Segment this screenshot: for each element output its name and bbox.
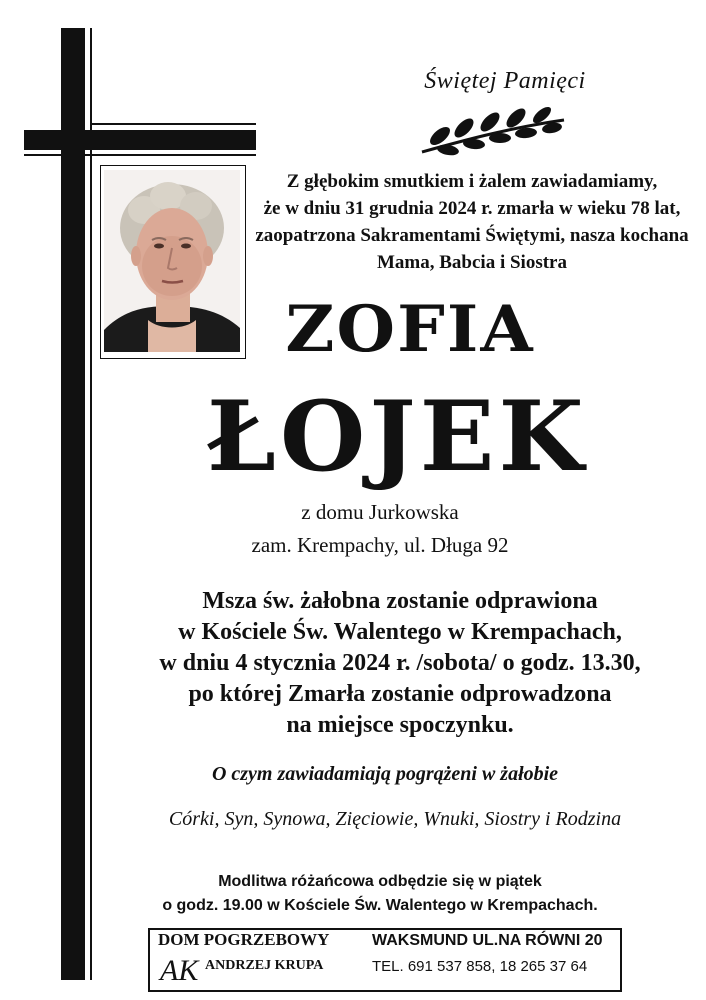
olive-branch-icon — [418, 106, 566, 156]
mass-line: po której Zmarła zostanie odprowadzona — [188, 681, 612, 707]
cross-vertical-beam — [61, 28, 85, 980]
cross-horizontal-beam — [24, 130, 256, 150]
intro-line: zaopatrzona Sakramentami Świętymi, nasza kochana — [255, 225, 689, 246]
cross-horizontal-line — [24, 154, 256, 156]
deceased-last-name: ŁOJEK — [206, 380, 588, 493]
memorial-header: Świętej Pamięci — [424, 68, 586, 94]
mourners-family: Córki, Syn, Synowa, Zięciowie, Wnuki, Siostry i Rodzina — [168, 808, 622, 830]
maiden-name: z domu Jurkowska — [301, 500, 459, 524]
intro-line: Mama, Babcia i Siostra — [377, 252, 567, 273]
funeral-home-logo-icon — [158, 950, 204, 986]
mass-line: Msza św. żałobna zostanie odprawiona — [202, 588, 598, 614]
rosary-info — [150, 870, 610, 918]
rosary-line: Modlitwa różańcowa odbędzie się w piątek — [218, 873, 542, 890]
rosary-line: o godz. 19.00 w Kościele Św. Walentego w Krempachach. — [162, 897, 598, 914]
intro-line: że w dniu 31 grudnia 2024 r. zmarła w wieku 78 lat, — [263, 198, 681, 219]
funeral-mass-info — [105, 586, 695, 741]
funeral-home-owner: ANDRZEJ KRUPA — [205, 958, 324, 973]
cross-vertical-line — [90, 28, 92, 980]
intro-line: Z głębokim smutkiem i żalem zawiadamiamy, — [286, 171, 658, 192]
mass-line: w dniu 4 stycznia 2024 r. /sobota/ o godz. 13.30, — [159, 650, 641, 676]
residence-address: zam. Krempachy, ul. Długa 92 — [251, 533, 509, 557]
funeral-home-name: DOM POGRZEBOWY — [158, 930, 330, 949]
funeral-home-phone: TEL. 691 537 858, 18 265 37 64 — [372, 958, 588, 975]
announcement-intro — [250, 168, 694, 276]
cross-horizontal-top-line — [90, 123, 256, 125]
svg-text:AK: AK — [160, 954, 199, 986]
deceased-first-name: ZOFIA — [285, 292, 535, 367]
mass-line: w Kościele Św. Walentego w Krempachach, — [178, 619, 622, 645]
mass-line: na miejsce spoczynku. — [286, 712, 514, 738]
mourners-intro: O czym zawiadamiają pogrążeni w żałobie — [211, 763, 559, 785]
funeral-home-address: WAKSMUND UL.NA RÓWNI 20 — [372, 932, 603, 949]
deceased-portrait — [104, 170, 240, 352]
